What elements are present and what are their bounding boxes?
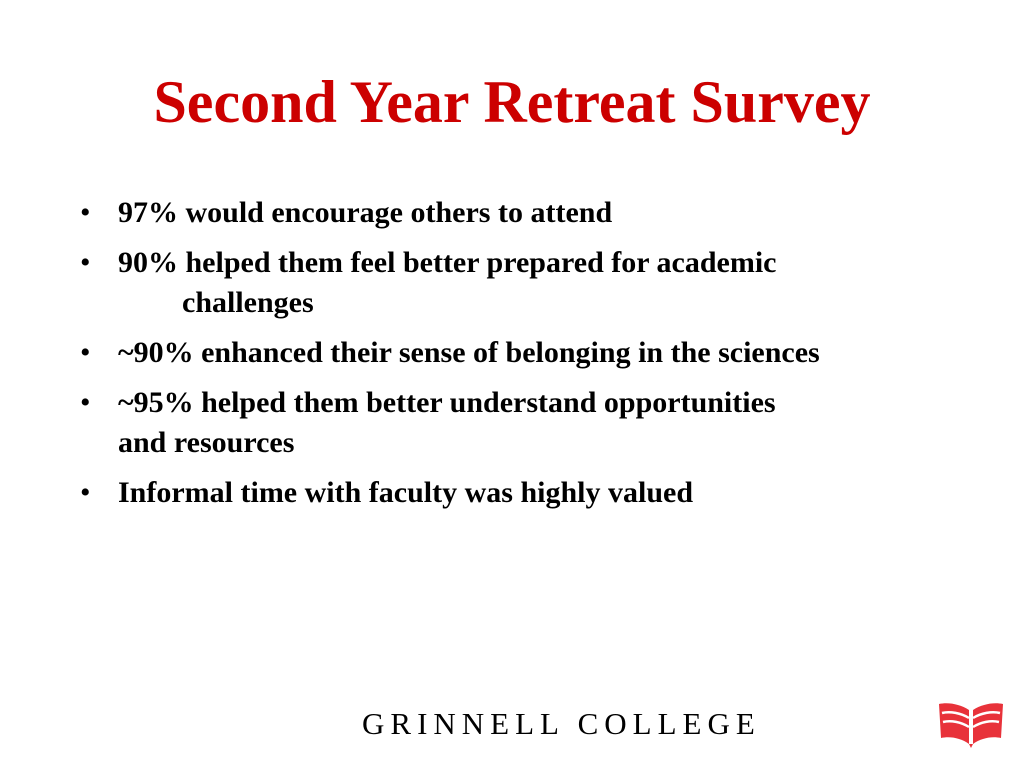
bullet-text: 97% would encourage others to attend [118,196,613,229]
slide-title: Second Year Retreat Survey [153,69,871,135]
bullet-text: Informal time with faculty was highly valued [118,476,694,509]
open-book-logo-icon [936,698,1006,750]
bullet-marker: • [80,336,91,369]
bullet-item [80,243,960,323]
bullet-item [80,383,960,463]
bullet-list [80,193,960,523]
bullet-marker: • [80,196,91,229]
footer-institution-name: GRINNELL COLLEGE [362,706,761,741]
bullet-marker: • [80,476,91,509]
bullet-marker: • [80,386,91,419]
bullet-text: 90% helped them feel better prepared for academic [118,246,777,279]
bullet-item [80,473,960,513]
bullet-continuation: and resources [118,426,295,459]
bullet-marker: • [80,246,91,279]
bullet-text: ~95% helped them better understand opportunities [118,386,776,419]
bullet-item [80,333,960,373]
bullet-text: ~90% enhanced their sense of belonging in the sciences [118,336,820,369]
bullet-item [80,193,960,233]
bullet-continuation: challenges [182,286,314,319]
